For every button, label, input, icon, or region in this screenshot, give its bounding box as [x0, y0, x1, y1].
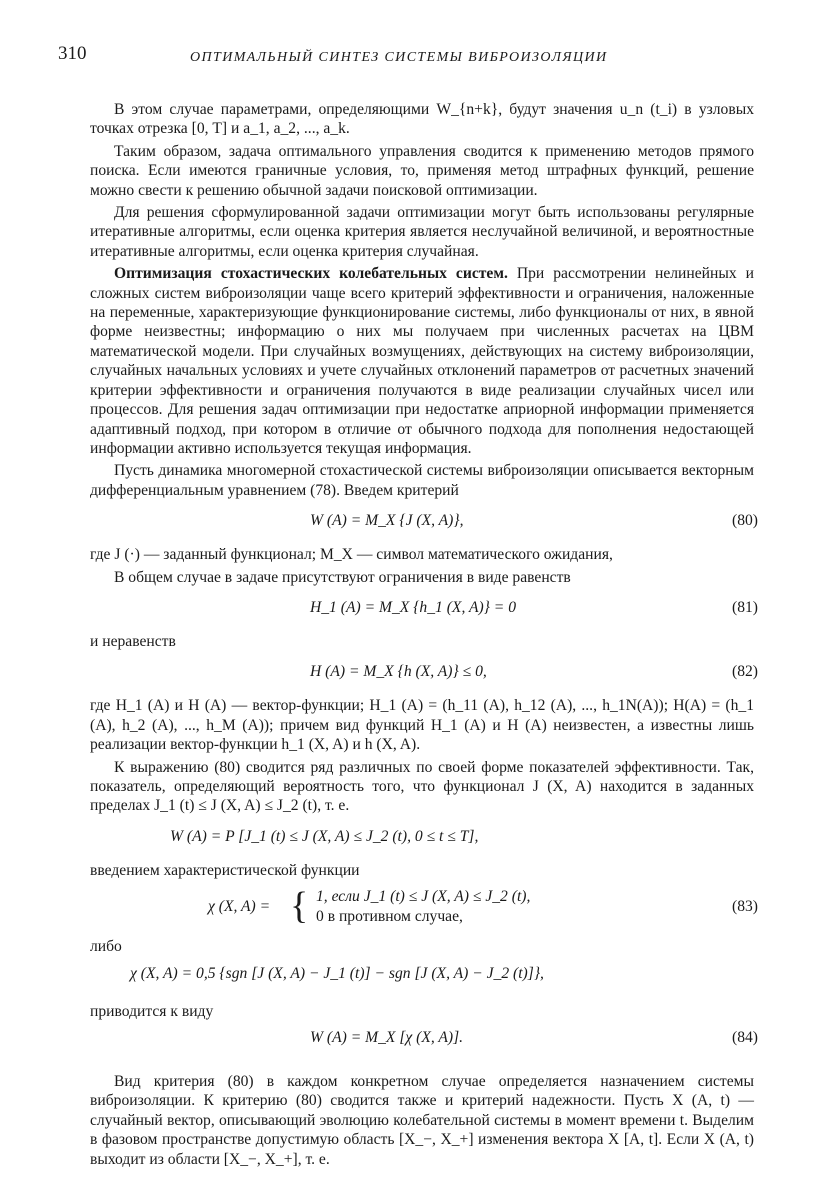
- left-brace: {: [290, 885, 309, 928]
- paragraph-10: К выражению (80) сводится ряд различных по своей форме показателей эффективности. Так, показатель, определяющий вероятность того, что функционал J (X, A) находится в заданных пределах J_1 (t) ≤ J (X, A) ≤ J_2 (t), т. е.: [90, 758, 754, 815]
- running-title: ОПТИМАЛЬНЫЙ СИНТЕЗ СИСТЕМЫ ВИБРОИЗОЛЯЦИИ: [190, 50, 608, 65]
- equation-82: H (A) = M_X {h (X, A)} ≤ 0, (82): [310, 663, 758, 681]
- paragraph-7: В общем случае в задаче присутствуют ограничения в виде равенств: [114, 568, 571, 586]
- equation-80: W (A) = M_X {J (X, A)}, (80): [310, 512, 758, 530]
- paragraph-9: где H_1 (A) и H (A) — вектор-функции; H_1 (A) = (h_11 (A), h_12 (A), ..., h_1N(A)); H(A) = (h_1 (A), h_2 (A), ..., h_M (A)); причем вид функций H_1 (A) и H (A) неизвестен, а известны лишь реализации вектор-функции h_1 (X, A) и h (X, A).: [90, 697, 754, 754]
- running-header: [58, 40, 754, 68]
- section-heading: Оптимизация стохастических колебательных систем.: [114, 265, 508, 283]
- equation-83: χ (X, A) = { 1, если J_1 (t) ≤ J (X, A) ≤ J_2 (t), 0 в противном случае, (83): [208, 885, 758, 928]
- equation-81: H_1 (A) = M_X {h_1 (X, A)} = 0 (81): [310, 598, 758, 616]
- paragraph-3: Для решения сформулированной задачи оптимизации могут быть использованы регулярные итеративные алгоритмы, если оценка критерия является неслучайной величиной, и вероятностные итеративные алгоритмы, если оценка критерия случайная.: [90, 204, 754, 260]
- paragraph-14: Вид критерия (80) в каждом конкретном случае определяется назначением системы виброизоляции. К критерию (80) сводится также и критерий надежности. Пусть X (A, t) — случайный вектор, описывающий эволюцию колебательной системы в момент времени t. Выделим в фазовом пространстве допустимую область [X_−, X_+] изменения вектора X [A, t]. Если X (A, t) выходит из области [X_−, X_+], т. е.: [90, 1073, 754, 1168]
- paragraph-11: введением характеристической функции: [90, 861, 360, 879]
- paragraph-4: [90, 264, 754, 458]
- paragraph-8: и неравенств: [90, 632, 176, 650]
- equation-84: W (A) = M_X [χ (X, A)]. (84): [310, 1029, 758, 1046]
- paragraph-5: Пусть динамика многомерной стохастической системы виброизоляции описывается векторным дифференциальным уравнением (78). Введем критерий: [90, 462, 754, 499]
- page-number: 310: [58, 43, 87, 64]
- equation-probability: W (A) = P [J_1 (t) ≤ J (X, A) ≤ J_2 (t), 0 ≤ t ≤ T],: [170, 827, 479, 845]
- equation-sgn: χ (X, A) = 0,5 {sgn [J (X, A) − J_1 (t)] − sgn [J (X, A) − J_2 (t)]},: [130, 964, 544, 982]
- paragraph-12: либо: [90, 938, 122, 956]
- paragraph-1: В этом случае параметрами, определяющими W_{n+k}, будут значения u_n (t_i) в узловых точках отрезка [0, T] и a_1, a_2, ..., a_k.: [90, 101, 754, 138]
- paragraph-13: приводится к виду: [90, 1002, 214, 1020]
- paragraph-2: Таким образом, задача оптимального управления сводится к применению методов прямого поиска. Если имеются граничные условия, то, применяя метод штрафных функций, решение можно свести к решению обычной задачи поисковой оптимизации.: [90, 142, 754, 199]
- paragraph-4-text: При рассмотрении нелинейных и сложных систем виброизоляции чаще всего критерий эффективности и ограничения, наложенные на переменные, характеризующие функционирование системы, либо функционалы от них, в явной форме неизвестны; информацию о них мы получаем при численных расчетах на ЦВМ математической модели. При случайных возмущениях, действующих на систему виброизоляции, случайных начальных условиях и учете случайных отклонений параметров от расчетных значений критерии эффективности и ограничения получаются в виде реализации случайных чисел или процессов. Для решения задач оптимизации при недостатке априорной информации применяется адаптивный подход, при котором в отличие от обычного подхода для пополнения недостающей информации активно используется текущая информация.: [90, 265, 754, 457]
- paragraph-6: где J (·) — заданный функционал; M_X — символ математического ожидания,: [90, 546, 613, 564]
